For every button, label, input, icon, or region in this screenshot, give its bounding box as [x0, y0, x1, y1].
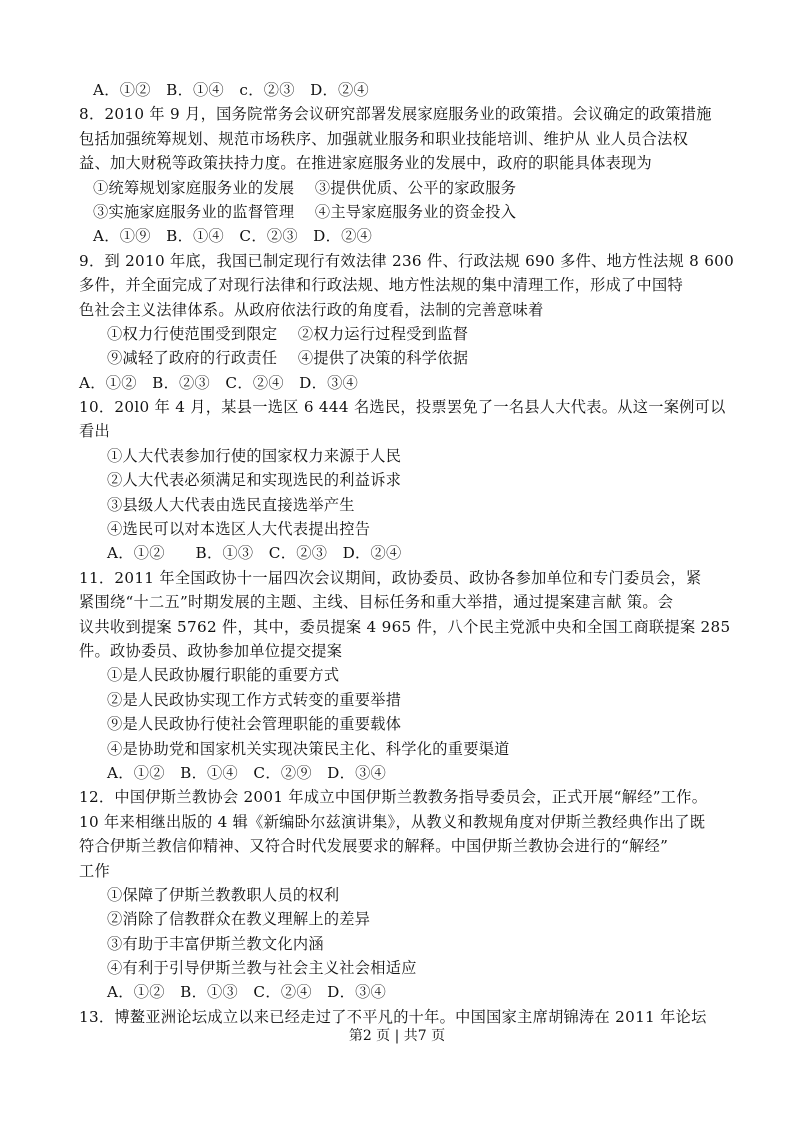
- text-line: 9．到 2010 年底，我国已制定现行有效法律 236 件、行政法规 690 多件、地方性法规 8 600: [79, 251, 735, 270]
- text-line: ⑨减轻了政府的行政责任 ④提供了决策的科学依据: [107, 349, 469, 368]
- text-line: ④有利于引导伊斯兰教与社会主义社会相适应: [107, 959, 417, 978]
- text-line: A．①② B．①④ c．②③ D．②④: [93, 81, 370, 99]
- document-body: [79, 78, 735, 1029]
- text-line: 工作: [79, 861, 110, 880]
- text-line: ②消除了信教群众在教义理解上的差异: [107, 910, 371, 929]
- text-line: A．①⑨ B．①④ C．②③ D．②④: [93, 227, 373, 246]
- page-footer: 第2 页 | 共7 页: [348, 1028, 446, 1044]
- text-line: 10 年来相继出版的 4 辑《新编卧尔兹演讲集》，从教义和教规角度对伊斯兰教经典作出了既: [79, 812, 706, 831]
- text-line: 13．博鳌亚洲论坛成立以来已经走过了不平凡的十年。中国国家主席胡锦涛在 2011 年论坛: [79, 1007, 707, 1026]
- text-line: ④选民可以对本选区人大代表提出控告: [107, 520, 371, 539]
- text-line: 10．20l0 年 4 月，某县一选区 6 444 名选民，投票罢免了一名县人大代表。从这一案例可以: [79, 398, 726, 417]
- text-line: ②是人民政协实现工作方式转变的重要举措: [107, 690, 402, 709]
- text-line: ④是协助党和国家机关实现决策民主化、科学化的重要渠道: [107, 739, 510, 758]
- text-line: 11．2011 年全国政协十一届四次会议期间，政协委员、政协各参加单位和专门委员会，紧: [79, 568, 702, 587]
- text-line: 12．中国伊斯兰教协会 2001 年成立中国伊斯兰教教务指导委员会，正式开展“解经”工作。: [79, 788, 708, 807]
- text-line: A．①② B．①③ C．②④ D．③④: [107, 983, 387, 1002]
- text-line: 色社会主义法律体系。从政府依法行政的角度看，法制的完善意味着: [79, 300, 544, 319]
- text-line: 议共收到提案 5762 件，其中，委员提案 4 965 件，八个民主党派中央和全国工商联提案 285: [79, 617, 731, 636]
- text-line: ①人大代表参加行使的国家权力来源于人民: [107, 446, 402, 465]
- text-line: ③有助于丰富伊斯兰教文化内涵: [107, 934, 324, 953]
- text-line: ①保障了伊斯兰教教职人员的权利: [107, 885, 340, 904]
- text-line: A．①② B．①④ C．②⑨ D．③④: [107, 763, 387, 782]
- text-line: 件。政协委员、政协参加单位提交提案: [79, 641, 343, 660]
- text-line: A．①② B．②③ C．②④ D．③④: [79, 373, 359, 392]
- text-line: 8．2010 年 9 月，国务院常务会议研究部署发展家庭服务业的政策措。会议确定的政策措施: [79, 105, 712, 124]
- text-line: ③县级人大代表由选民直接选举产生: [107, 495, 355, 514]
- text-line: ③实施家庭服务业的监督管理 ④主导家庭服务业的资金投入: [93, 202, 517, 221]
- text-line: ①权力行使范围受到限定 ②权力运行过程受到监督: [107, 324, 469, 343]
- text-line: 符合伊斯兰教信仰精神、又符合时代发展要求的解释。中国伊斯兰教协会进行的“解经”: [79, 837, 669, 856]
- text-line: ①统筹规划家庭服务业的发展 ③提供优质、公平的家政服务: [93, 178, 517, 197]
- text-line: ②人大代表必须满足和实现选民的利益诉求: [107, 471, 402, 490]
- text-line: 看出: [79, 422, 110, 441]
- text-line: 益、加大财税等政策扶持力度。在推进家庭服务业的发展中，政府的职能具体表现为: [79, 154, 653, 173]
- text-line: ⑨是人民政协行使社会管理职能的重要载体: [107, 715, 402, 734]
- text-line: ①是人民政协履行职能的重要方式: [107, 666, 340, 685]
- text-line: A．①② B．①③ C．②③ D．②④: [107, 544, 402, 563]
- text-line: 包括加强统筹规划、规范市场秩序、加强就业服务和职业技能培训、维护从 业人员合法权: [79, 129, 689, 148]
- text-line: 紧围绕“十二五”时期发展的主题、主线、目标任务和重大举措，通过提案建言献 策。会: [79, 593, 674, 612]
- text-line: 多件，并全面完成了对现行法律和行政法规、地方性法规的集中清理工作，形成了中国特: [79, 276, 684, 295]
